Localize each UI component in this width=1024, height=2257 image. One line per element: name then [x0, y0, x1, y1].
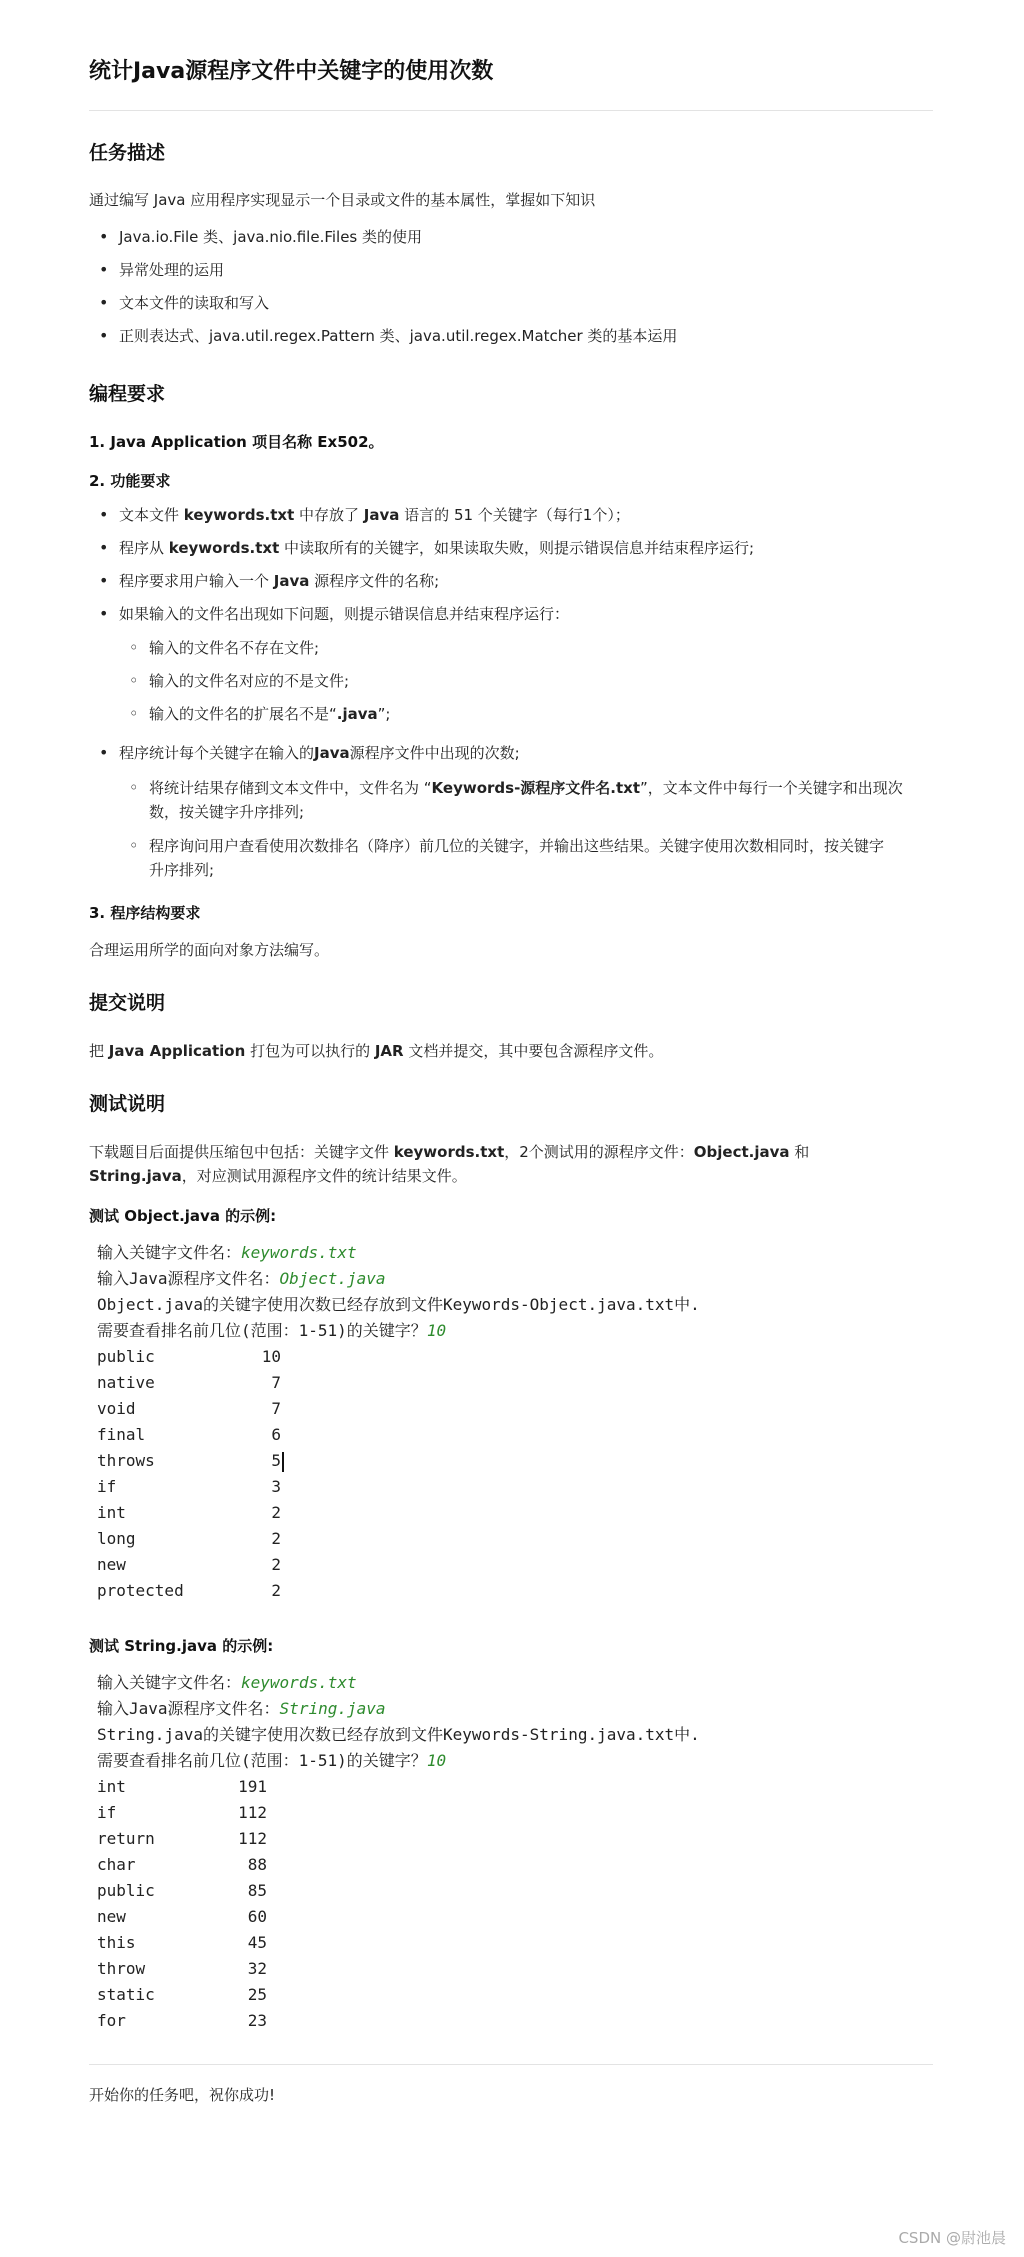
result-row: new 2: [97, 1555, 281, 1574]
console-line: String.java的关键字使用次数已经存放到文件Keywords-String.java.txt中.: [97, 1725, 700, 1744]
task-heading: 任务描述: [89, 142, 166, 164]
title-divider: [89, 110, 933, 111]
page-title: 统计Java源程序文件中关键字的使用次数: [89, 59, 494, 84]
result-row: new 60: [97, 1907, 267, 1926]
list-item: • 程序要求用户输入一个 Java 源程序文件的名称;: [119, 569, 933, 593]
function-subheading: 2. 功能要求: [89, 472, 171, 490]
console-line: 输入关键字文件名：keywords.txt: [97, 1673, 357, 1692]
result-row: protected 2: [97, 1581, 281, 1600]
result-row: char 88: [97, 1855, 267, 1874]
list-item: ◦ 输入的文件名对应的不是文件;: [149, 669, 933, 693]
output-list: [149, 776, 933, 882]
result-row: int 191: [97, 1777, 267, 1796]
list-item: • 异常处理的运用: [119, 258, 677, 282]
submit-heading: 提交说明: [89, 992, 166, 1014]
list-item: • 程序统计每个关键字在输入的Java源程序文件中出现的次数;: [119, 741, 933, 765]
text-cursor: [282, 1452, 284, 1472]
list-item: • 文本文件的读取和写入: [119, 291, 677, 315]
test-heading: 测试说明: [89, 1093, 166, 1115]
count-list: [119, 741, 933, 765]
result-row: final 6: [97, 1425, 281, 1444]
list-item: ◦ 输入的文件名的扩展名不是“.java”;: [149, 702, 933, 726]
task-intro: 通过编写 Java 应用程序实现显示一个目录或文件的基本属性，掌握如下知识: [89, 191, 596, 209]
console-line: 输入Java源程序文件名：String.java: [97, 1699, 386, 1718]
task-list: [119, 225, 677, 348]
list-item: • 正则表达式、java.util.regex.Pattern 类、java.util.regex.Matcher 类的基本运用: [119, 324, 677, 348]
list-item: ◦ 程序询问用户查看使用次数排名（降序）前几位的关键字，并输出这些结果。关键字使用次数相同时，按关键字 升序排列;: [149, 834, 933, 882]
result-row: throws 5: [97, 1448, 700, 1474]
submit-text: 把 Java Application 打包为可以执行的 JAR 文档并提交，其中要包含源程序文件。: [89, 1042, 664, 1060]
result-row: public 10: [97, 1347, 281, 1366]
list-item: ◦ 将统计结果存储到文本文件中，文件名为 “Keywords-源程序文件名.txt”，文本文件中每行一个关键字和出现次 数，按关键字升序排列;: [149, 776, 933, 824]
console-line: 输入关键字文件名：keywords.txt: [97, 1243, 357, 1262]
result-row: this 45: [97, 1933, 267, 1952]
list-item: • 文本文件 keywords.txt 中存放了 Java 语言的 51 个关键字（每行1个）；: [119, 503, 933, 527]
result-row: for 23: [97, 2011, 267, 2030]
console-line: 需要查看排名前几位(范围：1-51)的关键字？10: [97, 1751, 447, 1770]
function-list: [119, 503, 933, 635]
closing-divider: [89, 2064, 933, 2065]
structure-subheading: 3. 程序结构要求: [89, 904, 201, 922]
example2-title: 测试 String.java 的示例:: [89, 1637, 274, 1655]
list-item: ◦ 输入的文件名不存在文件;: [149, 636, 933, 660]
structure-text: 合理运用所学的面向对象方法编写。: [89, 941, 330, 959]
result-row: if 3: [97, 1477, 281, 1496]
result-row: static 25: [97, 1985, 267, 2004]
csdn-watermark: CSDN @尉池晨: [898, 2229, 1006, 2247]
result-row: return 112: [97, 1829, 267, 1848]
console-line: 输入Java源程序文件名：Object.java: [97, 1269, 386, 1288]
result-row: if 112: [97, 1803, 267, 1822]
result-row: long 2: [97, 1529, 281, 1548]
requirements-heading: 编程要求: [89, 383, 166, 405]
result-row: throw 32: [97, 1959, 267, 1978]
example2-console: [97, 1670, 700, 2034]
example1-title: 测试 Object.java 的示例:: [89, 1207, 277, 1225]
console-line: 需要查看排名前几位(范围：1-51)的关键字？10: [97, 1321, 447, 1340]
result-row: public 85: [97, 1881, 267, 1900]
project-name-subheading: 1. Java Application 项目名称 Ex502。: [89, 433, 384, 451]
list-item: • 如果输入的文件名出现如下问题，则提示错误信息并结束程序运行：: [119, 602, 933, 626]
list-item: • Java.io.File 类、java.nio.file.Files 类的使用: [119, 225, 677, 249]
list-item: • 程序从 keywords.txt 中读取所有的关键字，如果读取失败，则提示错误信息并结束程序运行;: [119, 536, 933, 560]
example1-console: [97, 1240, 700, 1604]
closing-text: 开始你的任务吧，祝你成功!: [89, 2086, 276, 2104]
console-line: Object.java的关键字使用次数已经存放到文件Keywords-Object.java.txt中.: [97, 1295, 700, 1314]
result-row: void 7: [97, 1399, 281, 1418]
filename-error-list: [149, 636, 933, 726]
result-row: int 2: [97, 1503, 281, 1522]
test-description: 下载题目后面提供压缩包中包括：关键字文件 keywords.txt，2个测试用的源程序文件：Object.java 和 String.java，对应测试用源程序文件的统计结果文件。: [89, 1143, 810, 1185]
result-row: native 7: [97, 1373, 281, 1392]
